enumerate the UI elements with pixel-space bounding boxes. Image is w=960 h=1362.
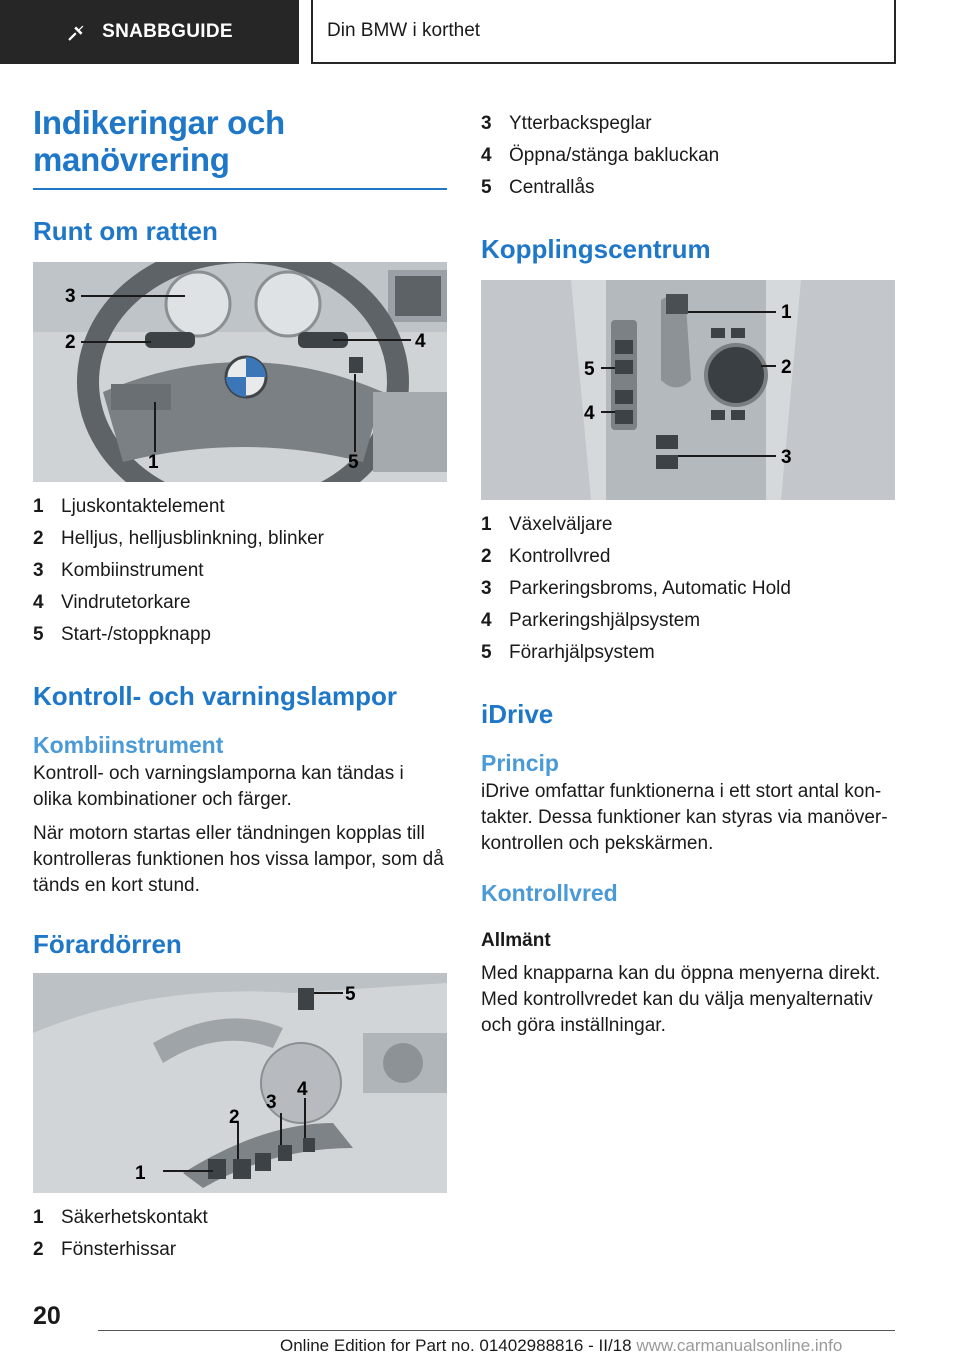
subheading-general: Allmänt bbox=[481, 930, 551, 951]
list-item: 5 Förarhjälpsystem bbox=[481, 642, 655, 663]
list-item: 2 Helljus, helljusblinkning, blinker bbox=[33, 528, 324, 549]
watermark: www.carmanualsonline.info bbox=[636, 1336, 843, 1355]
list-item: 1 Säkerhetskontakt bbox=[33, 1207, 208, 1228]
quick-guide-label: SNABBGUIDE bbox=[102, 21, 233, 42]
figure2-label-4: 4 bbox=[297, 1079, 308, 1100]
figure3-label-5: 5 bbox=[584, 359, 595, 380]
section-heading-idrive: iDrive bbox=[481, 699, 554, 729]
steering-legend bbox=[33, 491, 447, 651]
paragraph-idrive-principle: iDrive omfattar funktionerna i ett stort antal kontakter. Dessa funktioner kan styras via manöverkontrollen och pekskärmen. bbox=[481, 781, 888, 854]
page-title-line-1: Indikeringar och bbox=[33, 104, 285, 141]
section-heading-center-console: Kopplingscentrum bbox=[481, 234, 711, 264]
list-item: 1 Växelväljare bbox=[481, 514, 613, 535]
chapter-title: Din BMW i korthet bbox=[327, 20, 481, 41]
subheading-principle: Princip bbox=[481, 750, 559, 776]
paragraph-lamp-test: När motorn startas eller tändningen kopplas till kontrolleras funktionen hos vissa lampor, som då tänds en kort stund. bbox=[33, 823, 444, 896]
page-title-line-2: manövrering bbox=[33, 141, 230, 178]
list-item: 5 Centrallås bbox=[481, 177, 595, 198]
footer bbox=[280, 1336, 842, 1356]
list-item: 3 Kombiinstrument bbox=[33, 560, 204, 581]
list-item: 2 Fönsterhissar bbox=[33, 1239, 177, 1260]
list-item: 3 Ytterbackspeglar bbox=[481, 113, 652, 134]
figure3-label-2: 2 bbox=[781, 357, 792, 378]
center-console-figure bbox=[481, 280, 895, 500]
steering-wheel-figure bbox=[33, 262, 447, 482]
driver-door-illustration bbox=[33, 973, 447, 1193]
right-column bbox=[481, 108, 895, 1039]
paragraph-controller: Med knapparna kan du öppna menyerna direkt. Med kontrollvredet kan du välja menyalternativ och göra inställningar. bbox=[481, 963, 881, 1036]
figure3-label-3: 3 bbox=[781, 447, 792, 468]
driver-door-legend bbox=[33, 1202, 447, 1266]
figure2-label-1: 1 bbox=[135, 1163, 146, 1184]
chapter-tab[interactable] bbox=[311, 0, 896, 64]
driver-door-legend-continued bbox=[481, 108, 895, 204]
pin-icon bbox=[66, 21, 88, 43]
edition-info: Online Edition for Part no. 01402988816 - II/18 bbox=[280, 1336, 632, 1355]
steering-wheel-illustration bbox=[33, 262, 447, 482]
section-heading-warning-lamps: Kontroll- och varningslampor bbox=[33, 681, 398, 711]
list-item: 4 Vindrutetorkare bbox=[33, 592, 191, 613]
subheading-controller: Kontrollvred bbox=[481, 880, 618, 906]
figure3-label-1: 1 bbox=[781, 302, 792, 323]
center-console-legend bbox=[481, 509, 895, 669]
section-heading-steering: Runt om ratten bbox=[33, 216, 218, 246]
list-item: 4 Parkeringshjälpsystem bbox=[481, 610, 701, 631]
figure1-label-2: 2 bbox=[65, 332, 76, 353]
figure1-label-4: 4 bbox=[415, 331, 426, 352]
page-title bbox=[33, 104, 447, 178]
list-item: 5 Start-/stoppknapp bbox=[33, 624, 211, 645]
footer-divider bbox=[98, 1330, 895, 1331]
left-column bbox=[33, 104, 447, 1266]
list-item: 3 Parkeringsbroms, Automatic Hold bbox=[481, 578, 791, 599]
figure1-label-5: 5 bbox=[348, 452, 359, 473]
subheading-instrument-cluster: Kombiinstrument bbox=[33, 732, 224, 758]
figure2-label-2: 2 bbox=[229, 1107, 240, 1128]
driver-door-figure bbox=[33, 973, 447, 1193]
quick-guide-tab[interactable] bbox=[0, 0, 299, 64]
paragraph-warning-lamps: Kontroll- och varningslamporna kan tändas i olika kombinationer och färger. bbox=[33, 763, 404, 810]
page-number: 20 bbox=[33, 1302, 61, 1330]
section-heading-driver-door: Förardörren bbox=[33, 929, 182, 959]
list-item: 1 Ljuskontaktelement bbox=[33, 496, 225, 517]
list-item: 2 Kontrollvred bbox=[481, 546, 611, 567]
figure2-label-5: 5 bbox=[345, 984, 356, 1005]
figure1-label-1: 1 bbox=[148, 452, 159, 473]
list-item: 4 Öppna/stänga bakluckan bbox=[481, 145, 720, 166]
center-console-illustration bbox=[481, 280, 895, 500]
figure2-label-3: 3 bbox=[266, 1092, 277, 1113]
figure3-label-4: 4 bbox=[584, 403, 595, 424]
title-divider bbox=[33, 188, 447, 190]
figure1-label-3: 3 bbox=[65, 286, 76, 307]
page-header bbox=[0, 0, 960, 66]
